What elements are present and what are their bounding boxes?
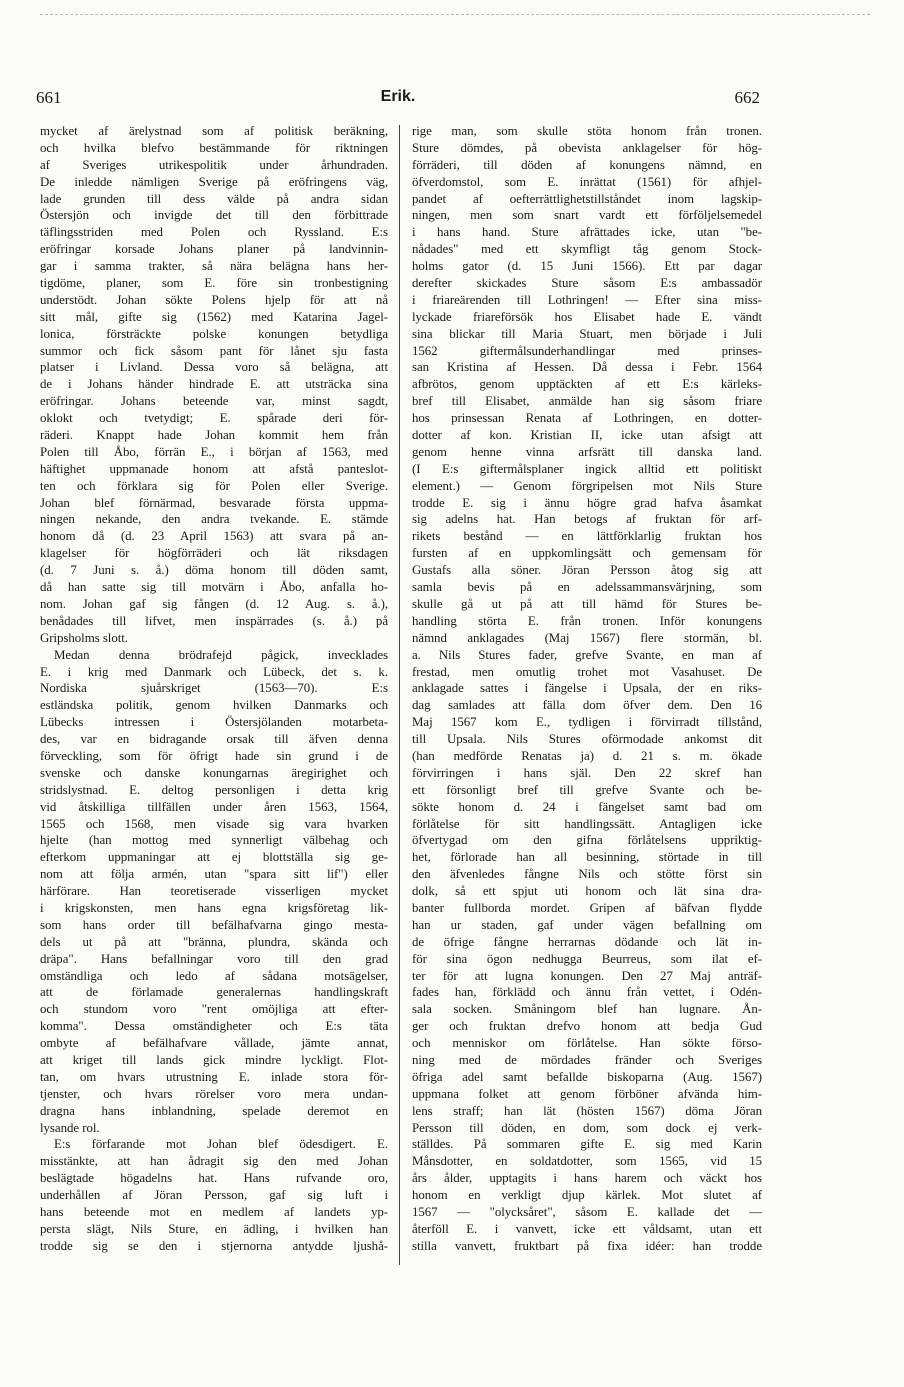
text-line: gar i samma trakter, så nära belägna hans her- — [40, 259, 388, 274]
text-line: skulle gå ut på att till hämd för Stures be- — [412, 596, 762, 611]
text-line: ett försonligt bref till grefve Svante och be- — [412, 782, 762, 797]
text-line: eröfringar korsade Johans planer på landvinnin- — [40, 242, 388, 257]
text-line: sina blickar till Maria Stuart, men började i Juli — [412, 326, 762, 341]
text-line: ter för att lugna konungen. Den 27 Maj anträf- — [412, 968, 762, 983]
text-line: nom att följa armén, utan "spara sitt lif") eller — [40, 867, 388, 882]
text-line: rige man, som skulle stöta honom från tronen. — [412, 124, 762, 138]
text-line: mycket af ärelystnad som af politisk beräkning, — [40, 124, 388, 138]
text-line: svenske och danske konungarnas äregirighet och — [40, 765, 388, 780]
text-line: ten och förklara sig för Polen eller Sverige. — [40, 478, 388, 493]
text-line: dag samlades att fälla dom öfver dem. Den 16 — [412, 698, 762, 713]
text-line: misstänkte, att han ådragit sig den med Johan — [40, 1154, 388, 1169]
text-line: frestad, men omutlig trohet mot Vasahuset. De — [412, 664, 762, 679]
text-line: pandet af oefterrättlighetstillståndet inom lagskip- — [412, 191, 762, 206]
text-line: (I E:s giftermålsplaner ingick alltid ett politiskt — [412, 461, 762, 476]
text-line: Lübecks intressen i Östersjölanden motarbeta- — [40, 715, 388, 730]
text-line: fursten af en uppkomlingsätt och gemensam för — [412, 546, 762, 561]
text-line: rikets bestånd — en lättförklarlig fruktan hos — [412, 529, 762, 544]
text-line: i friareärenden till Lothringen! — Efter sina miss- — [412, 292, 762, 307]
text-line: nom. Johan gaf sig fången (d. 12 Aug. s. å.), — [40, 596, 388, 611]
text-line: estländska politik, genom hvilken Danmarks och — [40, 698, 388, 713]
text-line: nämnd anklagades (Maj 1567) flere stormän, bl. — [412, 630, 762, 645]
text-line: dolk, så ett spjut uti honom och lät sina dra- — [412, 884, 762, 899]
text-line: benådades till lifvet, men inspärrades (s. å.) på — [40, 613, 388, 628]
text-line: den äfvenledes fångne Nils och stötte först sin — [412, 867, 762, 882]
text-line: i hans hand. Sture afrättades icke, utan "be- — [412, 225, 762, 240]
text-line: E. i krig med Danmark och Lübeck, det s. k. — [40, 664, 388, 679]
text-line: dragna hans inblandning, spelade deremot en — [40, 1103, 388, 1118]
text-line: honom en verkligt djup kärlek. Mot slutet af — [412, 1188, 762, 1203]
text-line: banter fullborda mordet. Gripen af bäfvan flydde — [412, 900, 762, 915]
text-line: afbrötos, genom upptäckten af ett E:s kärleks- — [412, 377, 762, 392]
text-line: platser i Livland. Dessa voro så belägna, att — [40, 360, 388, 375]
text-line: Maj 1567 kom E., tydligen i förvirradt tillstånd, — [412, 715, 762, 730]
text-line: Sture dömdes, på obevista anklagelser för hög- — [412, 140, 762, 155]
text-line: häftighet uppmanade honom att afstå panteslot- — [40, 461, 388, 476]
page-edge-dashed-line — [40, 14, 870, 15]
text-line: som hans order till befälhafvarna gingo mesta- — [40, 917, 388, 932]
page-header — [36, 88, 760, 112]
text-line: efterkom uppmaningar att ej blottställa sig ge- — [40, 850, 388, 865]
text-line: ningen nekande, den andra tvekande. E. stämde — [40, 512, 388, 527]
text-line: och stundom voro "rent omöjliga att efter- — [40, 1002, 388, 1017]
text-line: uppmana folket att genom förböner afvända him- — [412, 1086, 762, 1101]
text-line: Polen till Åbo, förrän E., i början af 1563, med — [40, 444, 388, 459]
text-line: genom henne vinna arfsrätt till danska land. — [412, 444, 762, 459]
text-line: räderi. Knappt hade Johan kommit hem från — [40, 428, 388, 443]
text-line: öfverdomstol, som E. inrättat (1561) för afhjel- — [412, 174, 762, 189]
text-line: hjelte (han mottog med synnerligt välbehag och — [40, 833, 388, 848]
text-line: Östersjön och invigde det till den förbittrade — [40, 208, 388, 223]
text-line: till Upsala. Nils Stures oförmodade ankomst dit — [412, 732, 762, 747]
text-line: lade grunden till dess välde på andra sidan — [40, 191, 388, 206]
text-line: De inledde nämligen Sverige på eröfringens väg, — [40, 174, 388, 189]
text-line: Medan denna brödrafejd pågick, invecklades — [54, 647, 388, 662]
text-line: handling störta E. från tronen. Inför konungens — [412, 613, 762, 628]
text-line: hans beteende mot en medlem af landets yp- — [40, 1205, 388, 1219]
text-line: (han medförde Renatas ja) d. 21 s. m. ökade — [412, 748, 762, 763]
text-line: och menniskor om förlåtelse. Han sökte förso- — [412, 1036, 762, 1051]
text-line: ningen, men som snart vardt ett förföljelsemedel — [412, 208, 762, 223]
text-line: des, var en bidragande orsak till äfven denna — [40, 732, 388, 747]
text-line: förveckling, som för öfrigt hade sin grund i de — [40, 748, 388, 763]
text-line: Gustafs alla söner. Jöran Persson åtog sig att — [412, 563, 762, 578]
text-line: 1567 — "olycksåret", såsom E. kallade det — — [412, 1205, 762, 1219]
text-line: bref till Elisabet, anmälde han sig såsom friare — [412, 394, 762, 409]
text-line: persta slägt, Nils Sture, en ädling, i hvilken han — [40, 1221, 388, 1236]
text-line: dräpa". Hans befallningar voro till den grad — [40, 951, 388, 966]
text-line: ger och fruktan drefvo honom att bedja Gud — [412, 1019, 762, 1034]
text-line: vid åtskilliga tillfällen under åren 1563, 1564, — [40, 799, 388, 814]
text-line: öfvertygad om den gifna förlåtelsens uppriktig- — [412, 833, 762, 848]
text-line: att de förlamade generalernas handlingskraft — [40, 985, 388, 1000]
text-line: af Sveriges utrikespolitik under århundraden. — [40, 157, 388, 172]
text-line: sitt mål, gifte sig (1562) med Katarina Jagel- — [40, 309, 388, 324]
text-line: trodde E. sig i ännu högre grad hafva åsamkat — [412, 495, 762, 510]
text-line: dels ut på att "bränna, plundra, skända och — [40, 934, 388, 949]
text-line: E:s förfarande mot Johan blef ödesdigert. E. — [54, 1137, 388, 1152]
text-line: sökte honom d. 24 i fängelset samt bad om — [412, 799, 762, 814]
text-line: element.) — Genom förgripelsen mot Nils Sture — [412, 478, 762, 493]
text-line: dotter af kon. Kristian II, icke utan afsigt att — [412, 428, 762, 443]
text-line: fades han, förklädd och ännu från vettet, i Odén- — [412, 985, 762, 1000]
text-line: underhållen af Jöran Persson, gaf sig luft i — [40, 1188, 388, 1203]
right-text-column — [412, 123, 762, 1255]
text-line: de öfrige fångne herrarnas dödande och lät in- — [412, 934, 762, 949]
text-line: de i Johans händer hindrade E. att utsträcka sina — [40, 377, 388, 392]
text-line: ning med de mördades fränder och Sveriges — [412, 1052, 762, 1067]
text-line: stridslystnad. E. deltog personligen i detta krig — [40, 782, 388, 797]
text-line: understödt. Johan sökte Polens hjelp för att nå — [40, 292, 388, 307]
text-line: trodde sig se den i stjernorna antydde ljushå- — [40, 1238, 388, 1253]
text-line: lysande rol. — [40, 1120, 100, 1135]
text-line: Månsdotter, en soldatdotter, som 1565, vid 15 — [412, 1154, 762, 1169]
running-title: Erik. — [380, 88, 416, 105]
text-line: klagelser för högförräderi och lät riksdagen — [40, 546, 388, 561]
text-line: förräderi, till döden af konungens nämnd, en — [412, 157, 762, 172]
text-line: ställdes. På sommaren gifte E. sig med Karin — [412, 1137, 762, 1152]
text-line: lyckade friareförsök hos Elisabet hade E. vändt — [412, 309, 762, 324]
text-line: nådades" med ett skymfligt tåg genom Stock- — [412, 242, 762, 257]
text-line: förlåtelse för sitt handlingssätt. Antagligen icke — [412, 816, 762, 831]
text-line: Johan blef förnärmad, besvarade första uppma- — [40, 495, 388, 510]
text-line: sala socken. Småningom blef han lugnare. Ån- — [412, 1002, 762, 1017]
text-line: lonica, försträckte polske konungen betydliga — [40, 326, 388, 341]
text-line: Nordiska sjuårskriget (1563—70). E:s — [40, 681, 388, 696]
text-line: 1562 giftermålsunderhandlingar med prinses- — [412, 343, 762, 358]
text-line: honom då (d. 23 April 1563) att svara på an- — [40, 529, 388, 544]
text-line: stilla vanvett, fruktbart på fixa idéer: han trodde — [412, 1238, 762, 1253]
text-line: tjenster, och hvars rörelser voro mera undan- — [40, 1086, 388, 1101]
text-line: anklagade sattes i fängelse i Upsala, der en riks- — [412, 681, 762, 696]
text-line: hos prinsessan Renata af Lothringen, en dotter- — [412, 411, 762, 426]
text-line: oklokt och tvetydigt; E. spårade deri för- — [40, 411, 388, 426]
text-line: samla bevis på en adelssammansvärjning, som — [412, 580, 762, 595]
text-line: års ålder, upptagits i hans harem och väckt hos — [412, 1171, 762, 1186]
text-line: san Kristina af Hessen. Då dessa i Febr. 1564 — [412, 360, 762, 375]
text-line: sig adelns hat. Han betogs af fruktan för arf- — [412, 512, 762, 527]
text-line: Gripsholms slott. — [40, 630, 128, 645]
column-divider — [399, 125, 400, 1265]
text-line: återföll E. i vanvett, icke ett våldsamt, utan ett — [412, 1221, 762, 1236]
text-line: derefter skickades Sture såsom E:s ambassadör — [412, 276, 762, 291]
text-line: summor och fick såsom pant för lånet sju fasta — [40, 343, 388, 358]
text-line: holms gator (d. 15 Juni 1566). Ett par dagar — [412, 259, 762, 274]
text-line: att kriget till lands gick mindre lyckligt. Flot- — [40, 1052, 388, 1067]
page-number-left: 661 — [36, 88, 62, 107]
text-line: a. Nils Stures fader, grefve Svante, en man af — [412, 647, 762, 662]
text-line: härförare. Han teoretiserade visserligen mycket — [40, 884, 388, 899]
text-line: 1565 och 1568, men visade sig vara hvarken — [40, 816, 388, 831]
text-line: ombyte af befälhafvare vållade, jämte annat, — [40, 1036, 388, 1051]
text-line: (d. 7 Juni s. å.) döma honom till döden samt, — [40, 563, 388, 578]
text-line: tan, om hvars utrustning E. inlade stora för- — [40, 1069, 388, 1084]
text-line: för sina ögon nedhugga Beurreus, som ilat ef- — [412, 951, 762, 966]
text-line: het, förlorade han all besinning, störtade in till — [412, 850, 762, 865]
page-number-right: 662 — [734, 88, 760, 107]
text-line: beslägtade högadelns hat. Hans rufvande oro, — [40, 1171, 388, 1186]
text-line: i krigskonsten, men hans egna krigsföretag lik- — [40, 900, 388, 915]
text-line: lens straff; han lät (hösten 1567) döma Jöran — [412, 1103, 762, 1118]
text-line: täflingsstriden med Polen och Ryssland. E:s — [40, 225, 388, 240]
text-line: förvirringen i hans själ. Den 22 skref han — [412, 765, 762, 780]
text-line: Persson till döden, en dom, som dock ej verk- — [412, 1120, 762, 1135]
text-line: han ur staden, gaf under vägen befallning om — [412, 917, 762, 932]
text-line: komma". Dessa omständigheter och E:s täta — [40, 1019, 388, 1034]
text-line: eröfringar. Johans beteende var, minst sagdt, — [40, 394, 388, 409]
left-text-column — [40, 123, 388, 1255]
text-line: öfriga adel samt befallde biskoparna (Aug. 1567) — [412, 1069, 762, 1084]
text-line: och hvilka blefvo bestämmande för riktningen — [40, 140, 388, 155]
text-line: då han satte sig till motvärn i Åbo, anfalla ho- — [40, 580, 388, 595]
text-line: omständliga och ledo af sådana motsägelser, — [40, 968, 388, 983]
text-line: tigdöme, planer, som E. före sin tronbestigning — [40, 276, 388, 291]
